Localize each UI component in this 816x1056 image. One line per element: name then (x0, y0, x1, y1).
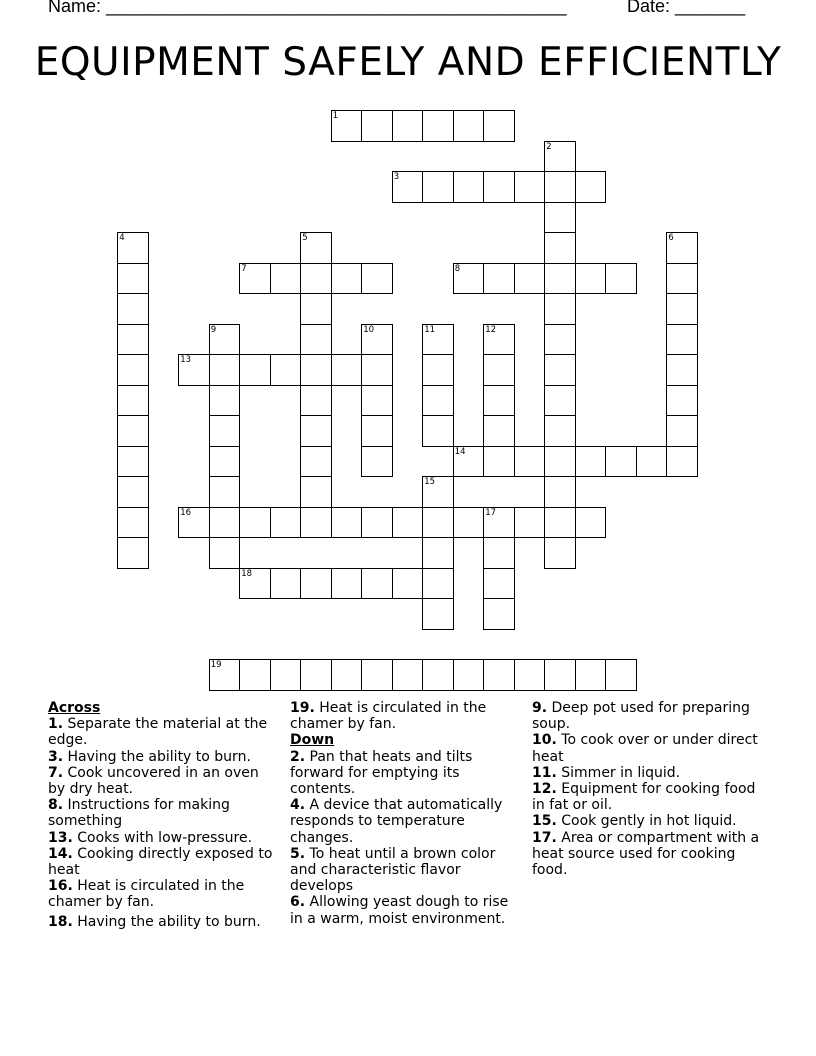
grid-cell[interactable] (514, 171, 546, 203)
grid-cell[interactable] (422, 598, 454, 630)
grid-cell[interactable] (514, 446, 546, 478)
grid-cell[interactable] (483, 354, 515, 386)
grid-cell[interactable] (117, 263, 149, 295)
grid-cell[interactable] (300, 293, 332, 325)
grid-cell[interactable] (483, 171, 515, 203)
grid-cell[interactable] (300, 324, 332, 356)
grid-cell[interactable] (331, 263, 363, 295)
clue-across-16: 16. Heat is circulated in the chamer by fan. (48, 878, 245, 911)
grid-cell[interactable] (117, 507, 149, 539)
grid-cell[interactable] (483, 110, 515, 142)
grid-cell[interactable] (117, 232, 149, 264)
grid-cell[interactable] (483, 385, 515, 417)
grid-cell[interactable] (575, 171, 607, 203)
grid-cell[interactable] (209, 354, 241, 386)
grid-cell[interactable] (514, 659, 546, 691)
grid-cell[interactable] (361, 354, 393, 386)
grid-cell[interactable] (117, 354, 149, 386)
clue-number: 11 (424, 324, 436, 335)
grid-cell[interactable] (300, 568, 332, 600)
grid-cell[interactable] (422, 171, 454, 203)
grid-cell[interactable] (239, 263, 271, 295)
clue-number: 19 (210, 660, 222, 671)
grid-cell[interactable] (483, 263, 515, 295)
clue-number: 14 (454, 446, 466, 457)
grid-cell[interactable] (270, 568, 302, 600)
grid-cell[interactable] (422, 110, 454, 142)
grid-cell[interactable] (361, 568, 393, 600)
clue-number: 9 (210, 324, 217, 335)
grid-cell[interactable] (209, 537, 241, 569)
grid-cell[interactable] (544, 537, 576, 569)
grid-cell[interactable] (605, 263, 637, 295)
grid-cell[interactable] (239, 568, 271, 600)
grid-cell[interactable] (209, 415, 241, 447)
grid-cell[interactable] (392, 171, 424, 203)
clue-across-19: 19. Heat is circulated in the chamer by fan. (290, 700, 487, 733)
grid-cell[interactable] (270, 354, 302, 386)
grid-cell[interactable] (453, 171, 485, 203)
grid-cell[interactable] (605, 446, 637, 478)
grid-cell[interactable] (544, 171, 576, 203)
date-line: Date: _______ (627, 0, 746, 16)
grid-cell[interactable] (361, 507, 393, 539)
grid-cell[interactable] (300, 263, 332, 295)
clue-number: 7 (241, 263, 247, 274)
grid-cell[interactable] (239, 659, 271, 691)
grid-cell[interactable] (453, 507, 485, 539)
grid-cell[interactable] (483, 507, 515, 539)
grid-cell[interactable] (300, 232, 332, 264)
grid-cell[interactable] (453, 263, 485, 295)
grid-cell[interactable] (453, 446, 485, 478)
grid-cell[interactable] (514, 263, 546, 295)
grid-cell[interactable] (117, 476, 149, 508)
clue-across-14: 14. Cooking directly exposed to heat (48, 845, 273, 879)
grid-cell[interactable] (483, 415, 515, 447)
grid-cell[interactable] (331, 568, 363, 600)
grid-cell[interactable] (270, 659, 302, 691)
grid-cell[interactable] (392, 507, 424, 539)
grid-cell[interactable] (331, 507, 363, 539)
grid-cell[interactable] (361, 324, 393, 356)
grid-cell[interactable] (239, 507, 271, 539)
grid-cell[interactable] (422, 324, 454, 356)
clue-down-5: 5. To heat until a brown color and characteristic flavor develops (290, 845, 496, 895)
clue-down-11: 11. Simmer in liquid. (532, 764, 681, 781)
clue-number: 6 (668, 233, 674, 244)
grid-cell[interactable] (483, 598, 515, 630)
clue-number: 4 (119, 233, 125, 244)
grid-cell[interactable] (361, 385, 393, 417)
grid-cell[interactable] (117, 537, 149, 569)
grid-cell[interactable] (575, 659, 607, 691)
clue-number: 5 (302, 233, 308, 244)
clue-down-10: 10. To cook over or under direct heat (532, 732, 758, 765)
across-heading: Across (48, 700, 101, 716)
grid-cell[interactable] (544, 263, 576, 295)
down-heading: Down (290, 732, 335, 749)
grid-cell[interactable] (270, 263, 302, 295)
grid-cell[interactable] (422, 415, 454, 447)
grid-cell[interactable] (422, 354, 454, 386)
grid-cell[interactable] (514, 507, 546, 539)
clue-across-1: 1. Separate the material at the edge. (48, 716, 268, 749)
grid-cell[interactable] (300, 507, 332, 539)
grid-cell[interactable] (331, 659, 363, 691)
grid-cell[interactable] (300, 446, 332, 478)
grid-cell[interactable] (117, 385, 149, 417)
grid-cell[interactable] (300, 415, 332, 447)
grid-cell[interactable] (422, 476, 454, 508)
grid-cell[interactable] (544, 202, 576, 234)
clue-across-7: 7. Cook uncovered in an oven by dry heat. (48, 764, 259, 798)
grid-cell[interactable] (178, 507, 210, 539)
grid-cell[interactable] (331, 354, 363, 386)
clue-number: 16 (180, 507, 192, 518)
grid-cell[interactable] (544, 141, 576, 173)
grid-cell[interactable] (544, 507, 576, 539)
grid-cell[interactable] (544, 659, 576, 691)
grid-cell[interactable] (605, 659, 637, 691)
grid-cell[interactable] (300, 476, 332, 508)
grid-cell[interactable] (422, 385, 454, 417)
grid-cell[interactable] (361, 110, 393, 142)
grid-cell[interactable] (209, 324, 241, 356)
grid-cell[interactable] (361, 415, 393, 447)
grid-cell[interactable] (209, 446, 241, 478)
grid-cell[interactable] (209, 476, 241, 508)
clue-down-12: 12. Equipment for cooking food in fat or oil. (532, 781, 756, 814)
clue-across-18: 18. Having the ability to burn. (48, 913, 261, 930)
grid-cell[interactable] (453, 110, 485, 142)
grid-cell[interactable] (209, 507, 241, 539)
clue-number: 12 (485, 324, 497, 335)
grid-cell[interactable] (117, 324, 149, 356)
grid-cell[interactable] (453, 659, 485, 691)
grid-cell[interactable] (666, 446, 698, 478)
grid-cell[interactable] (575, 263, 607, 295)
grid-cell[interactable] (117, 446, 149, 478)
clue-number: 13 (180, 355, 192, 366)
grid-cell[interactable] (361, 263, 393, 295)
grid-cell[interactable] (392, 110, 424, 142)
grid-cell[interactable] (544, 354, 576, 386)
clue-number: 17 (485, 507, 497, 518)
grid-cell[interactable] (575, 507, 607, 539)
grid-cell[interactable] (666, 354, 698, 386)
grid-cell[interactable] (300, 659, 332, 691)
grid-cell[interactable] (483, 568, 515, 600)
grid-cell[interactable] (666, 232, 698, 264)
grid-cell[interactable] (483, 446, 515, 478)
grid-cell[interactable] (361, 446, 393, 478)
grid-cell[interactable] (270, 507, 302, 539)
grid-cell[interactable] (544, 476, 576, 508)
grid-cell[interactable] (209, 385, 241, 417)
clues-column-3 (532, 700, 764, 878)
grid-cell[interactable] (666, 324, 698, 356)
clue-down-4: 4. A device that automatically responds to temperature changes. (290, 797, 503, 846)
grid-cell[interactable] (483, 659, 515, 691)
page-title: EQUIPMENT SAFELY AND EFFICIENTLY (34, 40, 782, 85)
grid-cell[interactable] (422, 507, 454, 539)
clues-column-2 (290, 700, 520, 927)
grid-cell[interactable] (178, 354, 210, 386)
grid-cell[interactable] (636, 446, 668, 478)
grid-cell[interactable] (666, 385, 698, 417)
grid-cell[interactable] (392, 659, 424, 691)
grid-cell[interactable] (117, 415, 149, 447)
clue-number: 8 (454, 263, 461, 274)
grid-cell[interactable] (300, 385, 332, 417)
grid-cell[interactable] (666, 415, 698, 447)
clue-across-3: 3. Having the ability to burn. (48, 748, 251, 765)
grid-cell[interactable] (239, 354, 271, 386)
clue-number: 15 (424, 477, 436, 488)
grid-cell[interactable] (544, 232, 576, 264)
grid-cell[interactable] (666, 293, 698, 325)
grid-cell[interactable] (666, 263, 698, 295)
grid-cell[interactable] (422, 568, 454, 600)
clue-down-9: 9. Deep pot used for preparing soup. (532, 700, 750, 733)
grid-cell[interactable] (483, 324, 515, 356)
clue-across-13: 13. Cooks with low-pressure. (48, 829, 253, 846)
grid-cell[interactable] (483, 537, 515, 569)
grid-cell[interactable] (544, 293, 576, 325)
grid-cell[interactable] (422, 537, 454, 569)
clue-down-17: 17. Area or compartment with a heat source used for cooking food. (532, 829, 760, 879)
grid-cell[interactable] (422, 659, 454, 691)
grid-cell[interactable] (544, 415, 576, 447)
grid-cell[interactable] (544, 385, 576, 417)
grid-cell[interactable] (117, 293, 149, 325)
clue-across-8: 8. Instructions for making something (48, 797, 230, 830)
clue-number: 3 (393, 172, 400, 183)
grid-cell[interactable] (361, 659, 393, 691)
clue-number: 1 (332, 111, 339, 122)
grid-cell[interactable] (575, 446, 607, 478)
clue-number: 10 (363, 324, 375, 335)
clue-down-2: 2. Pan that heats and tilts forward for emptying its contents. (290, 748, 473, 798)
clue-down-6: 6. Allowing yeast dough to rise in a warm, moist environment. (290, 894, 509, 927)
clue-number: 18 (241, 568, 253, 579)
grid-cell[interactable] (392, 568, 424, 600)
name-line: Name: ______________________________________________ (48, 0, 567, 16)
grid-cell[interactable] (544, 324, 576, 356)
grid-cell[interactable] (300, 354, 332, 386)
clue-down-15: 15. Cook gently in hot liquid. (532, 813, 737, 830)
clues-column-1 (48, 700, 276, 930)
grid-cell[interactable] (209, 659, 241, 691)
grid-cell[interactable] (331, 110, 363, 142)
clue-number: 2 (546, 141, 552, 152)
grid-cell[interactable] (544, 446, 576, 478)
